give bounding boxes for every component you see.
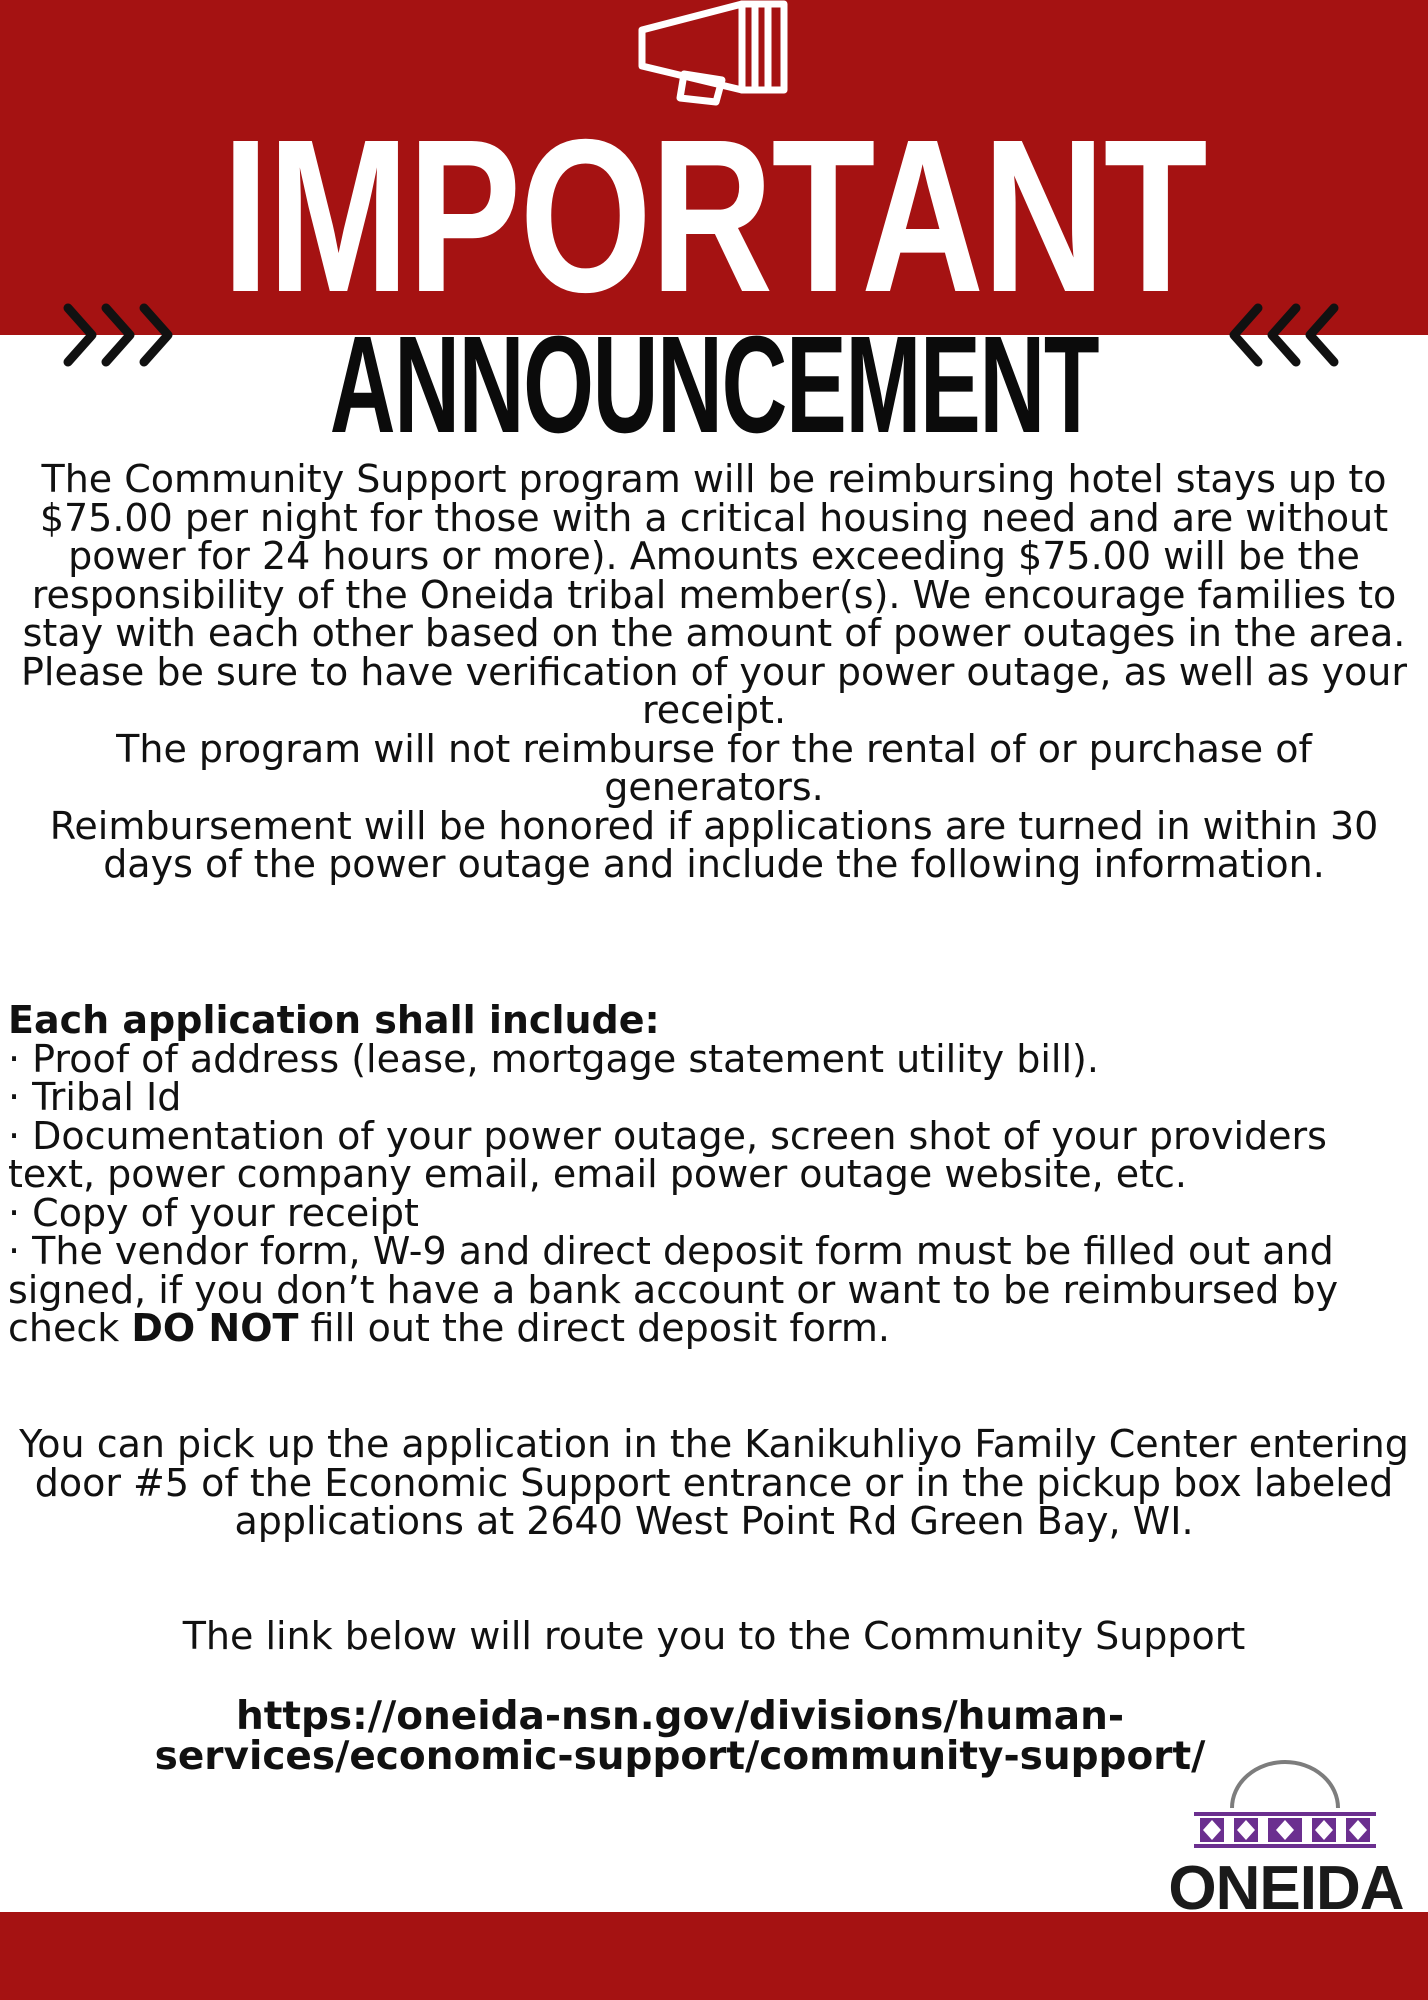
- requirements-heading: Each application shall include:: [8, 998, 660, 1042]
- community-support-link[interactable]: [120, 1694, 1240, 1779]
- link-url-line[interactable]: services/economic-support/community-support/: [154, 1734, 1206, 1779]
- requirement-item: · Tribal Id: [8, 1075, 182, 1119]
- requirement-item-vendor-form: [8, 1229, 1420, 1350]
- vendor-form-text: · The vendor form, W-9 and direct deposit form must be filled out and signed, if you don’t have a bank account or want to be reimbursed by check: [8, 1229, 1339, 1350]
- intro-paragraph: Reimbursement will be honored if applications are turned in within 30 days of the power outage and include the following information.: [49, 803, 1379, 886]
- vendor-form-text-end: fill out the direct deposit form.: [298, 1306, 891, 1350]
- intro-paragraph: The Community Support program will be reimbursing hotel stays up to $75.00 per night for those with a critical housing need and are without power for 24 hours or more). Amounts exceeding $75.00 will be the responsibility of the Oneida tribal member(s). We encourage families to stay with each other based on the amount of power outages in the area. Please be sure to have verification of your power outage, as well as your receipt.: [20, 457, 1408, 732]
- requirement-item: · Documentation of your power outage, screen shot of your providers text, power company email, email power outage website, etc.: [8, 1113, 1327, 1196]
- requirement-item: · Proof of address (lease, mortgage statement utility bill).: [8, 1036, 1099, 1081]
- requirement-item: · Copy of your receipt: [8, 1190, 419, 1235]
- link-intro-text: The link below will route you to the Community Support: [182, 1614, 1246, 1658]
- headline-announcement: ANNOUNCEMENT: [329, 308, 1099, 462]
- oneida-logo-text: ONEIDA: [1168, 1854, 1404, 1923]
- intro-section: [0, 457, 1428, 886]
- footer-red-band: [0, 1912, 1428, 2000]
- oneida-logo: [1160, 1760, 1412, 1923]
- chevrons-left-icon: [1222, 300, 1342, 370]
- do-not-emphasis: DO NOT: [131, 1306, 299, 1350]
- pickup-paragraph: You can pick up the application in the Kanikuhliyo Family Center entering door #5 of the Economic Support entrance or in the pickup box labeled applications at 2640 West Point Rd Green Bay, WI.: [19, 1422, 1409, 1543]
- headline-important: IMPORTANT: [221, 95, 1207, 338]
- requirements-section: [0, 998, 1428, 1350]
- intro-paragraph: The program will not reimburse for the rental of or purchase of generators.: [116, 726, 1312, 809]
- link-url-line[interactable]: https://oneida-nsn.gov/divisions/human-: [235, 1694, 1125, 1739]
- megaphone-icon: [636, 0, 790, 106]
- oneida-emblem-icon: [1190, 1760, 1380, 1856]
- chevrons-right-icon: [60, 300, 180, 370]
